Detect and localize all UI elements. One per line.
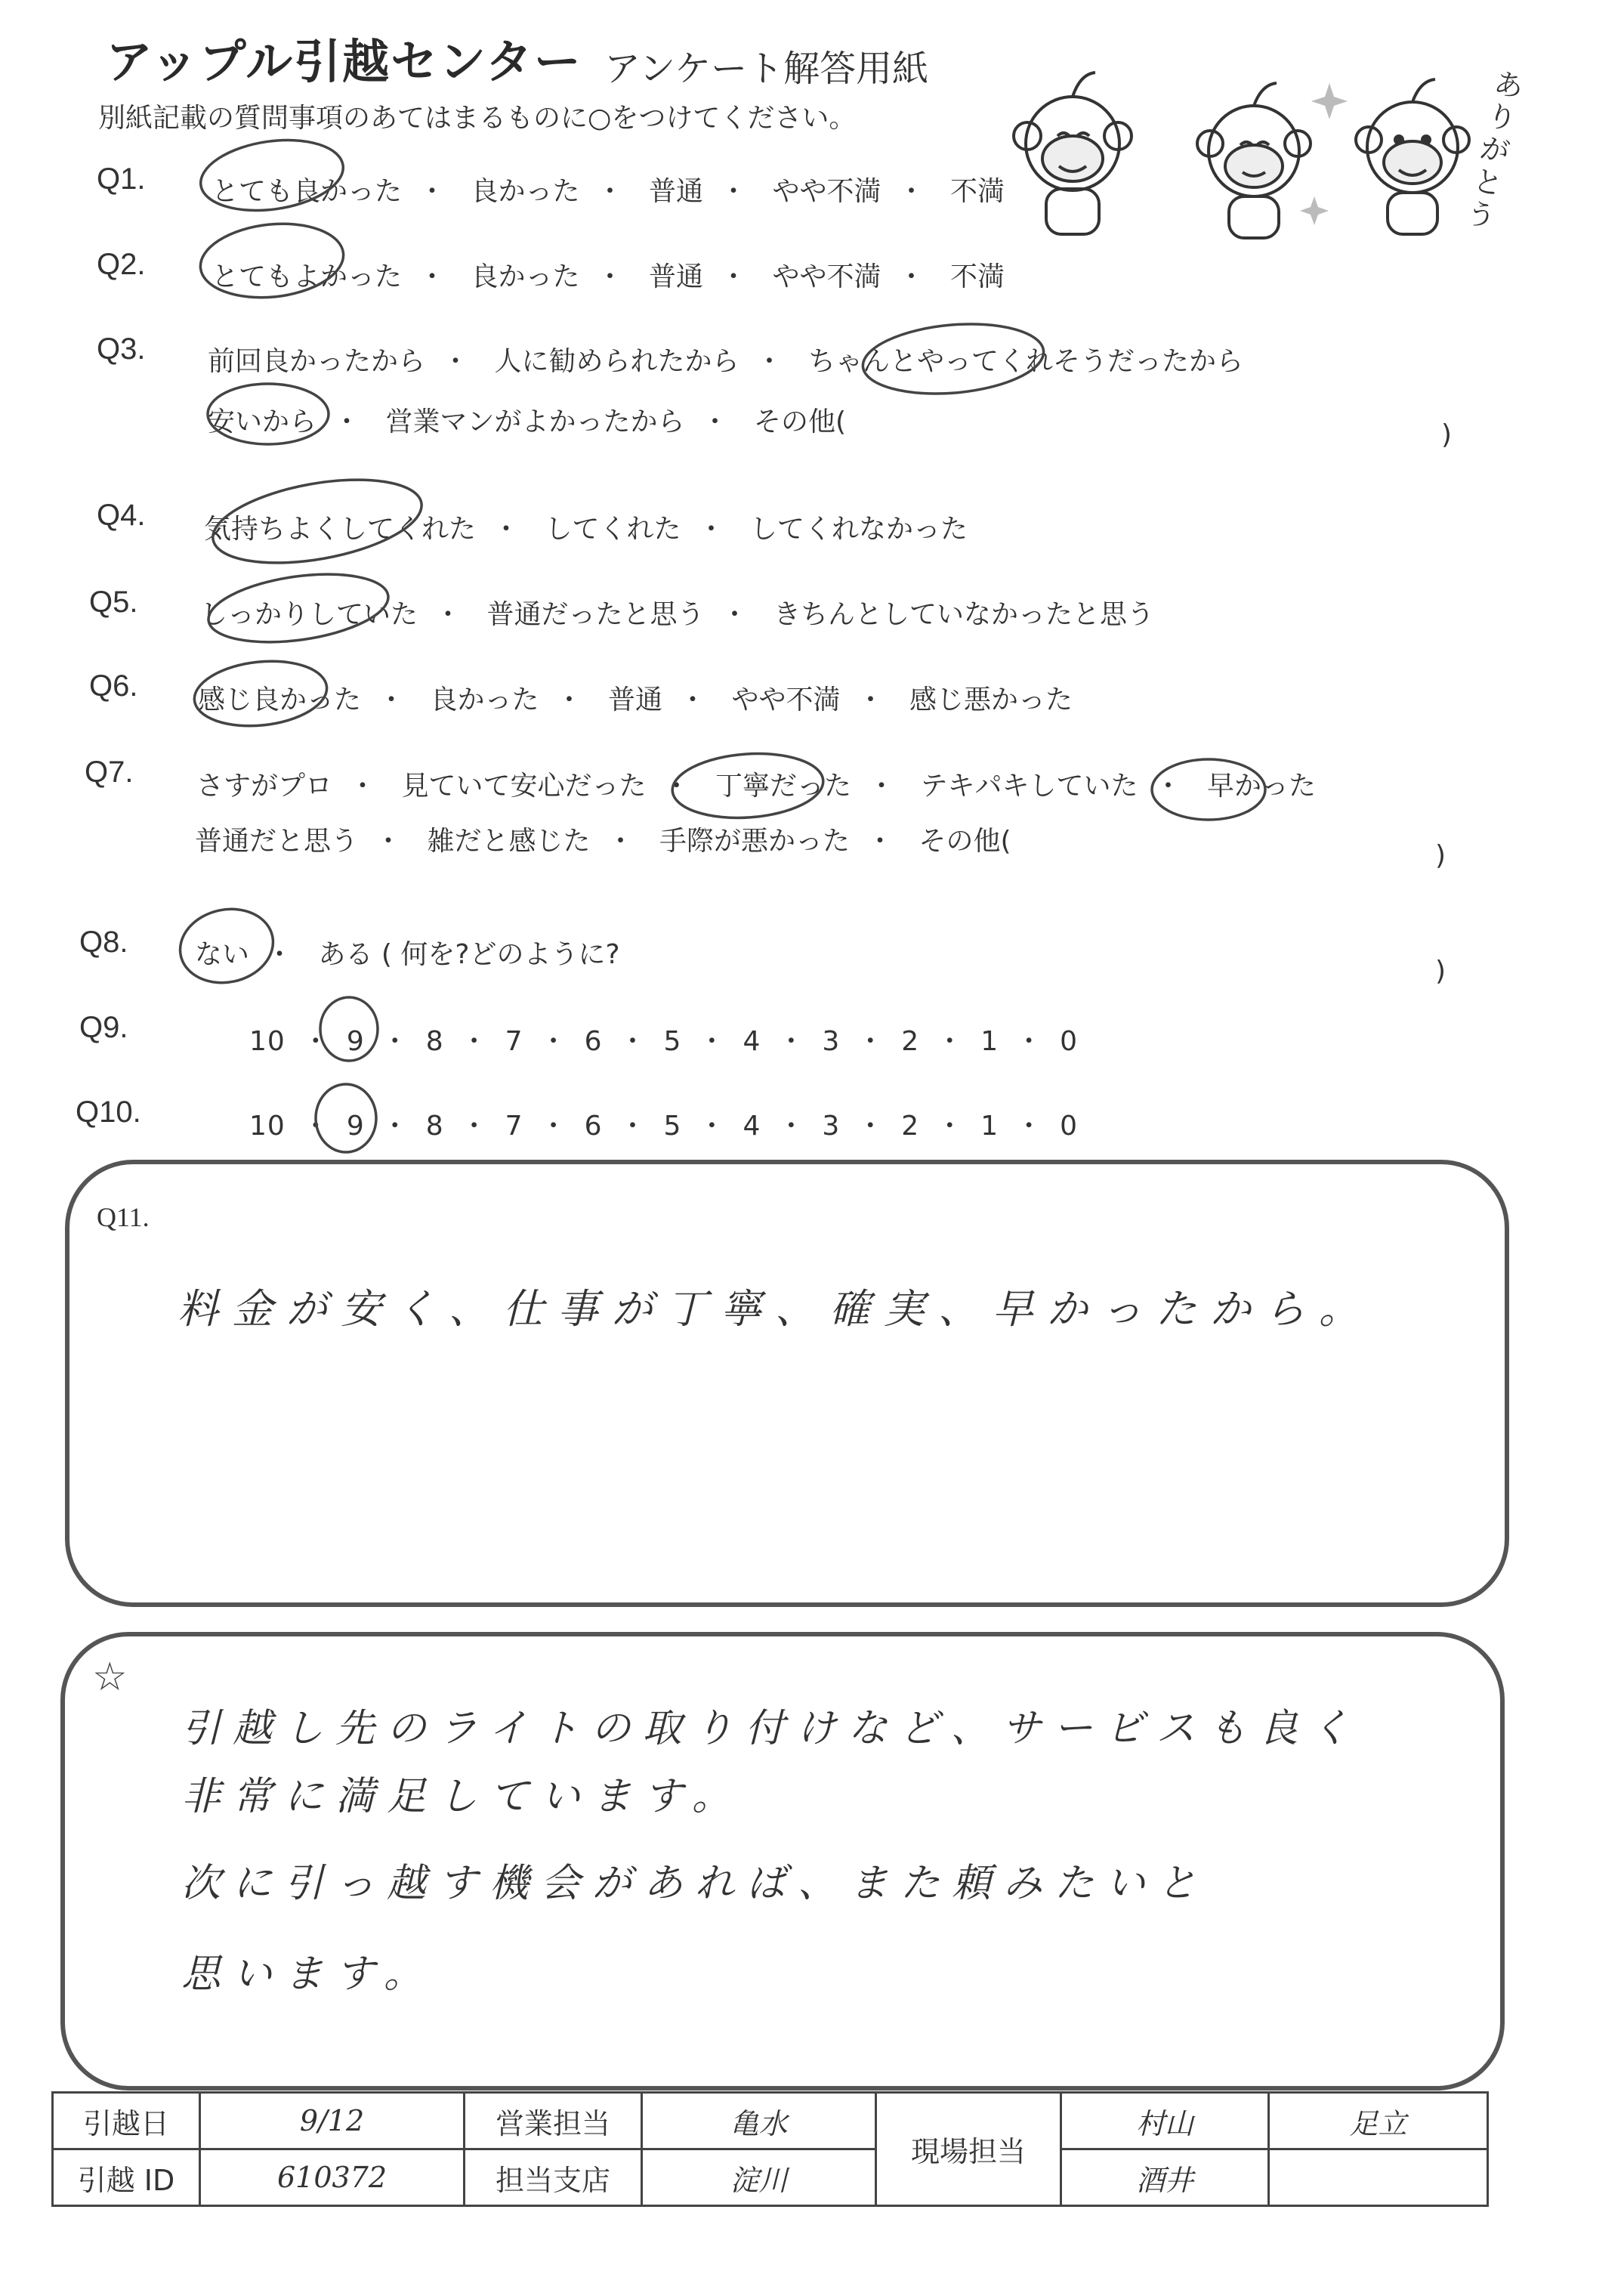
q10-option-3[interactable]: 3 [822,1111,841,1142]
q1-option-5[interactable]: 不満 [949,176,1005,207]
mascot-caption: ありがとう [1463,66,1527,235]
q8-close-paren: ) [1435,956,1446,987]
move-id-value[interactable]: 610372 [200,2149,465,2206]
q7-label: Q7. [85,756,134,789]
q10-option-10[interactable]: 10 [249,1111,286,1142]
q10-option-8[interactable]: 8 [425,1111,444,1142]
q9-option-10[interactable]: 10 [249,1026,286,1057]
q7-option-2[interactable]: 見ていて安心だった [401,771,647,802]
q1-options: とても良かった ・ 良かった ・ 普通 ・ やや不満 ・ 不満 [211,176,1005,207]
q9-option-8[interactable]: 8 [425,1026,444,1057]
q10-option-0[interactable]: 0 [1060,1111,1079,1142]
q3-option-3[interactable]: ちゃんとやってくれそうだったから [807,346,1243,377]
q8-option-1[interactable]: ない [195,939,250,970]
q6-option-3[interactable]: 普通 [607,685,662,715]
q6-options: 感じ良かった ・ 良かった ・ 普通 ・ やや不満 ・ 感じ悪かった [198,685,1073,715]
move-date-value[interactable]: 9/12 [200,2093,465,2149]
q9-option-7[interactable]: 7 [505,1026,523,1057]
q5-option-2[interactable]: 普通だったと思う [486,599,705,630]
q6-option-5[interactable]: 感じ悪かった [909,685,1073,715]
q9-option-0[interactable]: 0 [1060,1026,1079,1057]
q1-option-2[interactable]: 良かった [471,176,580,207]
q3-option-4[interactable]: 安いから [208,406,317,437]
sales-value[interactable]: 亀水 [642,2093,876,2149]
q9-option-2[interactable]: 2 [901,1026,920,1057]
q2-option-1[interactable]: とてもよかった [211,261,403,292]
q9-option-3[interactable]: 3 [822,1026,841,1057]
q1-option-3[interactable]: 普通 [648,176,703,207]
q10-option-9[interactable]: 9 [346,1111,365,1142]
q1-option-1[interactable]: とても良かった [211,176,403,207]
q2-options: とてもよかった ・ 良かった ・ 普通 ・ やや不満 ・ 不満 [211,261,1005,292]
q3-options-line1: 前回良かったから ・ 人に勧められたから ・ ちゃんとやってくれそうだったから [208,346,1243,377]
q4-options: 気持ちよくしてくれた ・ してくれた ・ してくれなかった [204,514,968,545]
q10-option-2[interactable]: 2 [901,1111,920,1142]
q1-option-4[interactable]: やや不満 [772,176,881,207]
q4-option-3[interactable]: してくれなかった [749,514,968,545]
site-staff-1[interactable]: 村山 [1061,2093,1269,2149]
q6-option-1[interactable]: 感じ良かった [198,685,362,715]
star-icon: ☆ [92,1655,128,1700]
q9-option-9[interactable]: 9 [346,1026,365,1057]
q10-option-5[interactable]: 5 [663,1111,682,1142]
q7-option-7[interactable]: 雑だと感じた [427,826,591,857]
q9-label: Q9. [79,1011,128,1044]
q7-options-line2: 普通だと思う ・ 雑だと感じた ・ 手際が悪かった ・ その他( [195,826,1011,857]
q11-label: Q11. [97,1202,150,1232]
q3-option-6[interactable]: その他( [753,406,847,437]
site-staff-3[interactable]: 酒井 [1061,2149,1269,2206]
instruction-text: 別紙記載の質問事項のあてはまるものに○をつけてください。 [98,103,857,134]
q3-label: Q3. [97,332,146,366]
q5-option-3[interactable]: きちんとしていなかったと思う [773,599,1154,630]
q10-option-6[interactable]: 6 [584,1111,603,1142]
q5-label: Q5. [89,586,138,619]
q10-option-4[interactable]: 4 [743,1111,761,1142]
q10-scale: 10 ・ 9 ・ 8 ・ 7 ・ 6 ・ 5 ・ 4 ・ 3 ・ 2 ・ 1 ・ 0 [249,1111,1079,1142]
comment-line-2[interactable]: 非常に満足しています。 [181,1774,743,1819]
q9-option-1[interactable]: 1 [980,1026,999,1057]
q10-label: Q10. [76,1096,141,1129]
site-staff-2[interactable]: 足立 [1269,2093,1488,2149]
q3-option-2[interactable]: 人に勧められたから [494,346,739,377]
q11-box [65,1160,1509,1607]
site-staff-empty[interactable] [1269,2149,1488,2206]
comment-line-1[interactable]: 引越し先のライトの取り付けなど、サービスも良く [181,1706,1362,1751]
q2-option-5[interactable]: 不満 [949,261,1005,292]
branch-value[interactable]: 淀川 [642,2149,876,2206]
q9-option-6[interactable]: 6 [584,1026,603,1057]
q3-options-line2: 安いから ・ 営業マンがよかったから ・ その他( [208,406,847,437]
q7-option-6[interactable]: 普通だと思う [195,826,359,857]
q7-option-8[interactable]: 手際が悪かった [659,826,850,857]
footer-info-table [51,2091,1489,2207]
q2-option-3[interactable]: 普通 [648,261,703,292]
q4-option-2[interactable]: してくれた [545,514,681,545]
move-date-label: 引越日 [53,2093,200,2149]
q6-option-2[interactable]: 良かった [430,685,539,715]
q1-label: Q1. [97,162,146,196]
form-subtitle: アンケート解答用紙 [604,48,929,90]
q8-option-2[interactable]: ある ( 何を?どのように? [318,939,620,970]
q2-label: Q2. [97,248,146,281]
q5-options: しっかりしていた ・ 普通だったと思う ・ きちんとしていなかったと思う [200,599,1154,630]
q9-option-4[interactable]: 4 [743,1026,761,1057]
q6-label: Q6. [89,669,138,703]
sales-label: 営業担当 [465,2093,642,2149]
q7-option-1[interactable]: さすがプロ [196,771,333,802]
q2-option-2[interactable]: 良かった [471,261,580,292]
q10-option-1[interactable]: 1 [980,1111,999,1142]
branch-label: 担当支店 [465,2149,642,2206]
q7-option-5[interactable]: 早かった [1206,771,1316,802]
q7-option-4[interactable]: テキパキしていた [920,771,1138,802]
q6-option-4[interactable]: やや不満 [731,685,841,715]
q7-option-3[interactable]: 丁寧だった [715,771,851,802]
form-title: アップル引越センター [106,34,582,89]
q10-option-7[interactable]: 7 [505,1111,523,1142]
q7-close-paren: ) [1435,840,1446,871]
q9-option-5[interactable]: 5 [663,1026,682,1057]
q2-option-4[interactable]: やや不満 [772,261,881,292]
q4-option-1[interactable]: 気持ちよくしてくれた [204,514,477,545]
q11-handwritten-answer[interactable]: 料金が安く、仕事が丁寧、確実、早かったから。 [178,1285,1373,1333]
q3-close-paren: ) [1441,419,1453,450]
q9-scale: 10 ・ 9 ・ 8 ・ 7 ・ 6 ・ 5 ・ 4 ・ 3 ・ 2 ・ 1 ・ 0 [249,1026,1079,1057]
q3-option-5[interactable]: 営業マンがよかったから [385,406,685,437]
q7-option-9[interactable]: その他( [919,826,1011,857]
q3-option-1[interactable]: 前回良かったから [208,346,426,377]
q4-label: Q4. [97,499,146,532]
q7-options-line1: さすがプロ ・ 見ていて安心だった ・ 丁寧だった ・ テキパキしていた ・ 早かった [196,771,1316,802]
q8-options: ない ・ ある ( 何を?どのように? [195,939,620,970]
site-staff-label: 現場担当 [876,2093,1061,2206]
comment-line-3[interactable]: 次に引っ越す機会があれば、また頼みたいと [181,1861,1209,1906]
q8-label: Q8. [79,926,128,959]
comment-line-4[interactable]: 思います。 [181,1952,435,1997]
move-id-label: 引越 ID [53,2149,200,2206]
q5-option-1[interactable]: しっかりしていた [200,599,418,630]
